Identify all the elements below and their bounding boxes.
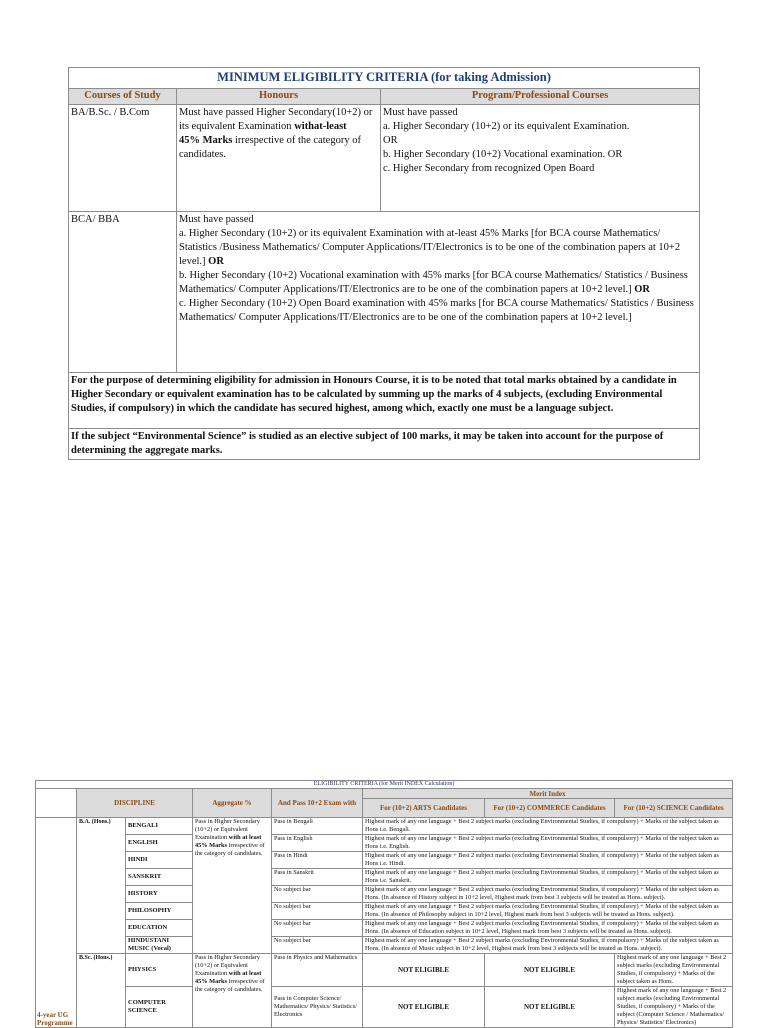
bca-requirements-cell: Must have passed a. Higher Secondary (10+2) or its equivalent Examination with at-least 45% Marks [for BCA course Mathematics/ Statistics /Business Mathematics/ Computer Applications/IT/Electronics is to be one of the combination papers at 10+2 level.] OR b. Higher Secondary (10+2) Vocational examination with 45% marks [for BCA course Mathematics/ Statistics / Business Mathematics/ Computer Applications/IT/Electronics are to be one of the combination papers at 10+2 level.] OR c. Higher Secondary (10+2) Open Board examination with 45% marks [for BCA course Mathematics/ Statistics / Business Mathematics/ Computer Applications/IT/Electronics are to be one of the combination papers at 10+2 level.]	[177, 212, 700, 373]
level-bsc: B.Sc. (Hons.)	[77, 954, 126, 1028]
table-row	[36, 937, 733, 954]
discipline-cell: HINDUSTANI MUSIC (Vocal)	[126, 937, 193, 954]
pass-cell: No subject bar	[272, 937, 363, 954]
header-discipline: DISCIPLINE	[77, 789, 193, 818]
merit-cell: Highest mark of any one language + Best 2 subject marks (excluding Environmental Studies, if compulsory) + Marks of the subject taken as Hons. (In absence of Education subject in 10+2 level, Highest mark from best 3 subjects will be treated as Hons. subject).	[363, 920, 733, 937]
header-arts: For (10+2) ARTS Candidates	[363, 799, 485, 818]
merit-cell: Highest mark of any one language + Best 2 subject marks (excluding Environmental Studies, if compulsory) + Marks of the subject taken as Hons i.e. Sanskrit.	[363, 869, 733, 886]
table-row	[36, 987, 733, 1028]
table-row	[36, 954, 733, 987]
merit-cell: Highest mark of any one language + Best 2 subject marks (excluding Environmental Studies, if compulsory) + Marks of the subject taken as Hons i.e. Hindi.	[363, 852, 733, 869]
discipline-cell: PHYSICS	[126, 954, 193, 987]
discipline-cell: PHILOSOPHY	[126, 903, 193, 920]
pass-cell: Pass in Sanskrit	[272, 869, 363, 886]
program-cell: Must have passed a. Higher Secondary (10+2) or its equivalent Examination. OR b. Higher Secondary (10+2) Vocational examination. OR c. Higher Secondary from recognized Open Board	[381, 105, 700, 212]
discipline-cell: EDUCATION	[126, 920, 193, 937]
pass-cell: Pass in Bengali	[272, 818, 363, 835]
discipline-cell: HINDI	[126, 852, 193, 869]
header-aggregate: Aggregate %	[193, 789, 272, 818]
pass-cell: Pass in Hindi	[272, 852, 363, 869]
pass-cell: Pass in Physics and Mathematics	[272, 954, 363, 987]
note-row	[69, 429, 700, 460]
merit-cell: Highest mark of any one language + Best 2 subject marks (excluding Environmental Studies, if compulsory) + Marks of the subject taken as Hons i.e. English.	[363, 835, 733, 852]
merit-cell: Highest mark of any one language + Best 2 subject marks (excluding Environmental Studies, if compulsory) + Marks of the subject taken as Hons. (In absence of Philosophy subject in 10+2 level, Highest mark from best 3 subjects will be treated as Hons. subject).	[363, 903, 733, 920]
arts-cell: NOT ELIGIBLE	[363, 987, 485, 1028]
discipline-cell: COMPUTER SCIENCE	[126, 987, 193, 1028]
pass-cell: Pass in Computer Science/ Mathematics/ Physics/ Statistics/ Electronics	[272, 987, 363, 1028]
header-pass: And Pass 10+2 Exam with	[272, 789, 363, 818]
header-courses: Courses of Study	[69, 89, 177, 105]
commerce-cell: NOT ELIGIBLE	[485, 954, 615, 987]
science-cell: Highest mark of any one language + Best 2 subject marks (excluding Environmental Studies, if compulsory) + Marks of the subject (Computer Science / Mathematics/ Physics/ Statistics/ Electronics)	[615, 987, 733, 1028]
eligibility-table	[68, 67, 700, 460]
header-science: For (10+2) SCIENCE Candidates	[615, 799, 733, 818]
merit-cell: Highest mark of any one language + Best 2 subject marks (excluding Environmental Studies, if compulsory) + Marks of the subject taken as Hons i.e. Bengali.	[363, 818, 733, 835]
programme-label: 4-year UG Programme	[36, 818, 77, 1028]
pass-cell: No subject bar	[272, 920, 363, 937]
honours-cell: Must have passed Higher Secondary(10+2) or its equivalent Examination withat-least 45% Marks irrespective of the category of candidates.	[177, 105, 381, 212]
table-row	[36, 886, 733, 903]
commerce-cell: NOT ELIGIBLE	[485, 987, 615, 1028]
merit-cell: Highest mark of any one language + Best 2 subject marks (excluding Environmental Studies, if compulsory) + Marks of the subject taken as Hons. (In absence of History subject in 10+2 level, Highest mark from best 3 subjects will be treated as Hons. subject).	[363, 886, 733, 903]
course-cell: BA/B.Sc. / B.Com	[69, 105, 177, 212]
header-merit-index: Merit Index	[363, 789, 733, 799]
table-row	[36, 903, 733, 920]
science-cell: Highest mark of any one language + Best 2 subject marks (excluding Environmental Studies, if compulsory) + Marks of the subject taken as Hons.	[615, 954, 733, 987]
header-program: Program/Professional Courses	[381, 89, 700, 105]
level-ba: B.A. (Hons.)	[77, 818, 126, 954]
arts-cell: NOT ELIGIBLE	[363, 954, 485, 987]
aggregate-cell: Pass in Higher Secondary (10+2) or Equivalent Examination with at least 45% Marks irrespective of the category of candidates.	[193, 818, 272, 954]
header-commerce: For (10+2) COMMERCE Candidates	[485, 799, 615, 818]
table-row	[36, 920, 733, 937]
note-row	[69, 373, 700, 429]
table-row	[69, 105, 700, 212]
pass-cell: Pass in English	[272, 835, 363, 852]
table-row	[36, 852, 733, 869]
discipline-cell: ENGLISH	[126, 835, 193, 852]
table-row	[36, 818, 733, 835]
course-cell: BCA/ BBA	[69, 212, 177, 373]
discipline-cell: SANSKRIT	[126, 869, 193, 886]
table-row	[36, 835, 733, 852]
aggregate-cell: Pass in Higher Secondary (10+2) or Equivalent Examination with at least 45% Marks irrespective of the category of candidates.	[193, 954, 272, 1028]
table-row	[36, 869, 733, 886]
merit-table-title: ELIGIBILITY CRITERIA (for Merit INDEX Calculation)	[36, 781, 733, 789]
note-aggregate: For the purpose of determining eligibility for admission in Honours Course, it is to be noted that total marks obtained by a candidate in Higher Secondary or equivalent examination has to be calculated by summing up the marks of 4 subjects, (excluding Environmental Studies, if compulsory) in which the candidate has secured highest, among which, exactly one must be a language subject.	[69, 373, 700, 429]
merit-index-table	[35, 780, 733, 1028]
table-title: MINIMUM ELIGIBILITY CRITERIA (for taking Admission)	[69, 68, 700, 89]
pass-cell: No subject bar	[272, 886, 363, 903]
merit-cell: Highest mark of any one language + Best 2 subject marks (excluding Environmental Studies, if compulsory) + Marks of the subject taken as Hons. (In absence of Music subject in 10+2 level, Highest mark from best 3 subjects will be treated as Hons. subject).	[363, 937, 733, 954]
pass-cell: No subject bar	[272, 903, 363, 920]
header-honours: Honours	[177, 89, 381, 105]
discipline-cell: BENGALI	[126, 818, 193, 835]
table-row	[69, 212, 700, 373]
note-environmental: If the subject “Environmental Science” is studied as an elective subject of 100 marks, it may be taken into account for the purpose of determining the aggregate marks.	[69, 429, 700, 460]
discipline-cell: HISTORY	[126, 886, 193, 903]
